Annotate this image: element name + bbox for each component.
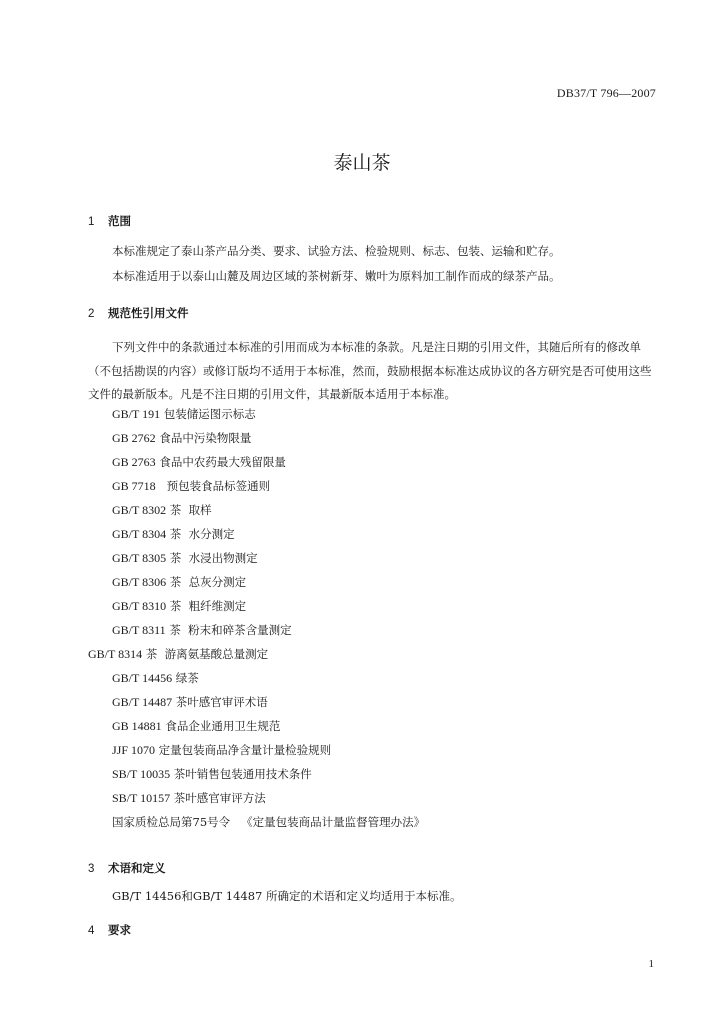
- reference-name: 茶 总灰分测定: [169, 575, 247, 589]
- section-1-paragraph-2: 本标准适用于以泰山山麓及周边区域的茶树新芽、嫩叶为原料加工制作而成的绿茶产品。: [112, 269, 561, 283]
- reference-code: GB/T 8306: [112, 575, 167, 589]
- reference-code: GB/T 8305: [112, 551, 167, 565]
- reference-code: JJF 1070: [112, 743, 156, 757]
- reference-name: 茶叶感官审评方法: [173, 791, 266, 805]
- reference-item: [112, 738, 425, 762]
- section-1-paragraph-1: 本标准规定了泰山茶产品分类、要求、试验方法、检验规则、标志、包装、运输和贮存。: [112, 244, 561, 258]
- reference-code: GB 2763: [112, 455, 156, 469]
- section-4-heading: [88, 922, 131, 938]
- reference-item: [112, 450, 425, 474]
- reference-code: GB 2762: [112, 431, 156, 445]
- reference-item: [112, 666, 425, 690]
- section-4-number: 4: [88, 925, 95, 937]
- reference-code: SB/T 10157: [112, 791, 171, 805]
- reference-name: 茶叶感官审评术语: [175, 695, 268, 709]
- reference-item: [112, 594, 425, 618]
- reference-code: GB/T 8310: [112, 599, 167, 613]
- document-code: DB37/T 796—2007: [556, 86, 656, 100]
- reference-item: [112, 426, 425, 450]
- reference-item: [112, 618, 425, 642]
- section-1-heading: [88, 213, 131, 229]
- section-1-number: 1: [88, 216, 95, 228]
- reference-item: [112, 762, 425, 786]
- reference-name: 绿茶: [175, 671, 199, 685]
- reference-code: GB/T 8314: [88, 647, 143, 661]
- reference-item: [112, 474, 425, 498]
- reference-name: 茶 水浸出物测定: [169, 551, 258, 565]
- reference-code: SB/T 10035: [112, 767, 171, 781]
- reference-item: [112, 522, 425, 546]
- reference-item: [88, 642, 425, 666]
- section-3-heading: [88, 860, 166, 876]
- reference-item: [112, 570, 425, 594]
- document-title: 泰山茶: [333, 152, 391, 174]
- reference-name: 包装储运图示标志: [163, 407, 256, 421]
- reference-item: [112, 402, 425, 426]
- reference-list: [88, 402, 426, 834]
- reference-item: [112, 786, 425, 810]
- reference-name: 定量包装商品净含量计量检验规则: [158, 743, 332, 757]
- section-3-paragraph-1: GB/T 14456和GB/T 14487 所确定的术语和定义均适用于本标准。: [112, 889, 462, 903]
- reference-name: 食品企业通用卫生规范: [165, 719, 281, 733]
- section-2-intro: 下列文件中的条款通过本标准的引用而成为本标准的条款。凡是注日期的引用文件，其随后所有的修改单（不包括勘误的内容）或修订版均不适用于本标准，然而，鼓励根据本标准达成协议的各方研究是否可使用这些文件的最新版本。凡是不注日期的引用文件，其最新版本适用于本标准。: [88, 340, 652, 401]
- reference-name: 食品中农药最大残留限量: [159, 455, 286, 469]
- section-2-heading: [88, 305, 189, 321]
- reference-name: 茶 粉末和碎茶含量测定: [169, 623, 292, 637]
- reference-name: 茶叶销售包装通用技术条件: [173, 767, 312, 781]
- section-3-number: 3: [88, 863, 95, 875]
- reference-code: GB/T 14456: [112, 671, 173, 685]
- reference-name: 茶 水分测定: [169, 527, 235, 541]
- reference-name: 《定量包装商品计量监督管理办法》: [241, 815, 426, 829]
- section-2-number: 2: [88, 308, 95, 320]
- reference-code: GB/T 8302: [112, 503, 167, 517]
- reference-code: 国家质检总局第75号令: [112, 815, 231, 829]
- reference-name: 茶 粗纤维测定: [169, 599, 247, 613]
- reference-item: [112, 714, 425, 738]
- reference-code: GB/T 191: [112, 407, 161, 421]
- page-number: 1: [648, 958, 654, 970]
- section-2-title: 规范性引用文件: [108, 306, 189, 320]
- reference-item: [112, 690, 425, 714]
- reference-name: 茶 取样: [169, 503, 212, 517]
- section-1-title: 范围: [108, 214, 131, 228]
- reference-item: [112, 498, 425, 522]
- reference-code: GB 7718: [112, 479, 156, 493]
- reference-item: [112, 810, 425, 834]
- reference-name: 食品中污染物限量: [159, 431, 252, 445]
- reference-code: GB/T 14487: [112, 695, 173, 709]
- reference-code: GB 14881: [112, 719, 162, 733]
- reference-name: 茶 游离氨基酸总量测定: [145, 647, 269, 661]
- reference-code: GB/T 8311: [112, 623, 166, 637]
- section-3-title: 术语和定义: [108, 861, 166, 875]
- section-4-title: 要求: [108, 923, 131, 937]
- reference-code: GB/T 8304: [112, 527, 167, 541]
- reference-item: [112, 546, 425, 570]
- reference-name: 预包装食品标签通则: [166, 479, 271, 493]
